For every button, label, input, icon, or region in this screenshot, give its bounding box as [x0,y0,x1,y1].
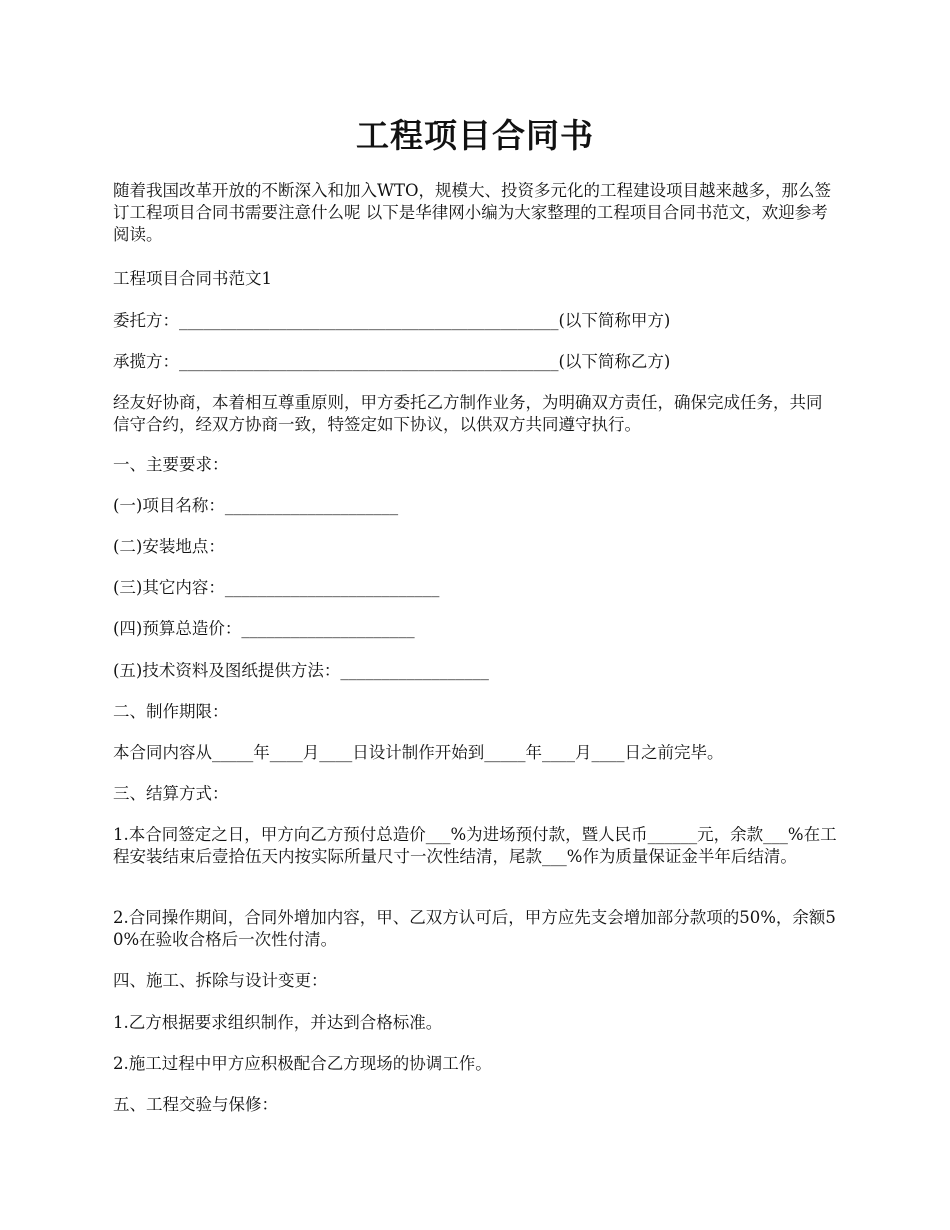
document-title: 工程项目合同书 [356,116,594,155]
item-project-name: (一)项目名称：_____________________ [113,496,399,515]
agreement-preamble: 经友好协商，本着相互尊重原则，甲方委托乙方制作业务，为明确双方责任，确保完成任务，共同信守合约，经双方协商一致，特签定如下协议，以供双方共同遵守执行。 [113,393,823,434]
section-heading-acceptance: 五、工程交验与保修： [113,1095,278,1114]
settlement-clause-1: 1.本合同签定之日，甲方向乙方预付总造价___%为进场预付款，暨人民币______元，余款___%在工程安装结束后壹拾伍天内按实际所量尺寸一次性结清，尾款___%作为质量保证金半年后结清。 [113,825,837,866]
intro-paragraph: 随着我国改革开放的不断深入和加入WTO，规模大、投资多元化的工程建设项目越来越多，那么签订工程项目合同书需要注意什么呢 以下是华律网小编为大家整理的工程项目合同书范文，欢迎参考阅读。 [113,181,831,244]
settlement-clause-2: 2.合同操作期间，合同外增加内容，甲、乙双方认可后，甲方应先支会增加部分款项的50%，余额50%在验收合格后一次性付清。 [113,908,836,949]
item-tech-docs: (五)技术资料及图纸提供方法：__________________ [113,661,489,680]
party-b-line: 承揽方：______________________________________________(以下简称乙方) [113,352,671,371]
item-other-content: (三)其它内容：__________________________ [113,578,440,597]
section-heading-requirements: 一、主要要求： [113,455,229,474]
construction-clause-2: 2.施工过程中甲方应积极配合乙方现场的协调工作。 [113,1054,492,1073]
item-install-location: (二)安装地点： [113,537,225,556]
section-heading-sample-1: 工程项目合同书范文1 [113,269,272,288]
item-budget: (四)预算总造价：_____________________ [113,619,415,638]
section-heading-construction: 四、施工、拆除与设计变更： [113,971,328,990]
period-clause: 本合同内容从_____年____月____日设计制作开始到_____年____月____日之前完毕。 [113,743,724,762]
section-heading-settlement: 三、结算方式： [113,784,229,803]
section-heading-period: 二、制作期限： [113,702,229,721]
party-a-line: 委托方：______________________________________________(以下简称甲方) [113,311,671,330]
construction-clause-1: 1.乙方根据要求组织制作，并达到合格标准。 [113,1013,443,1032]
